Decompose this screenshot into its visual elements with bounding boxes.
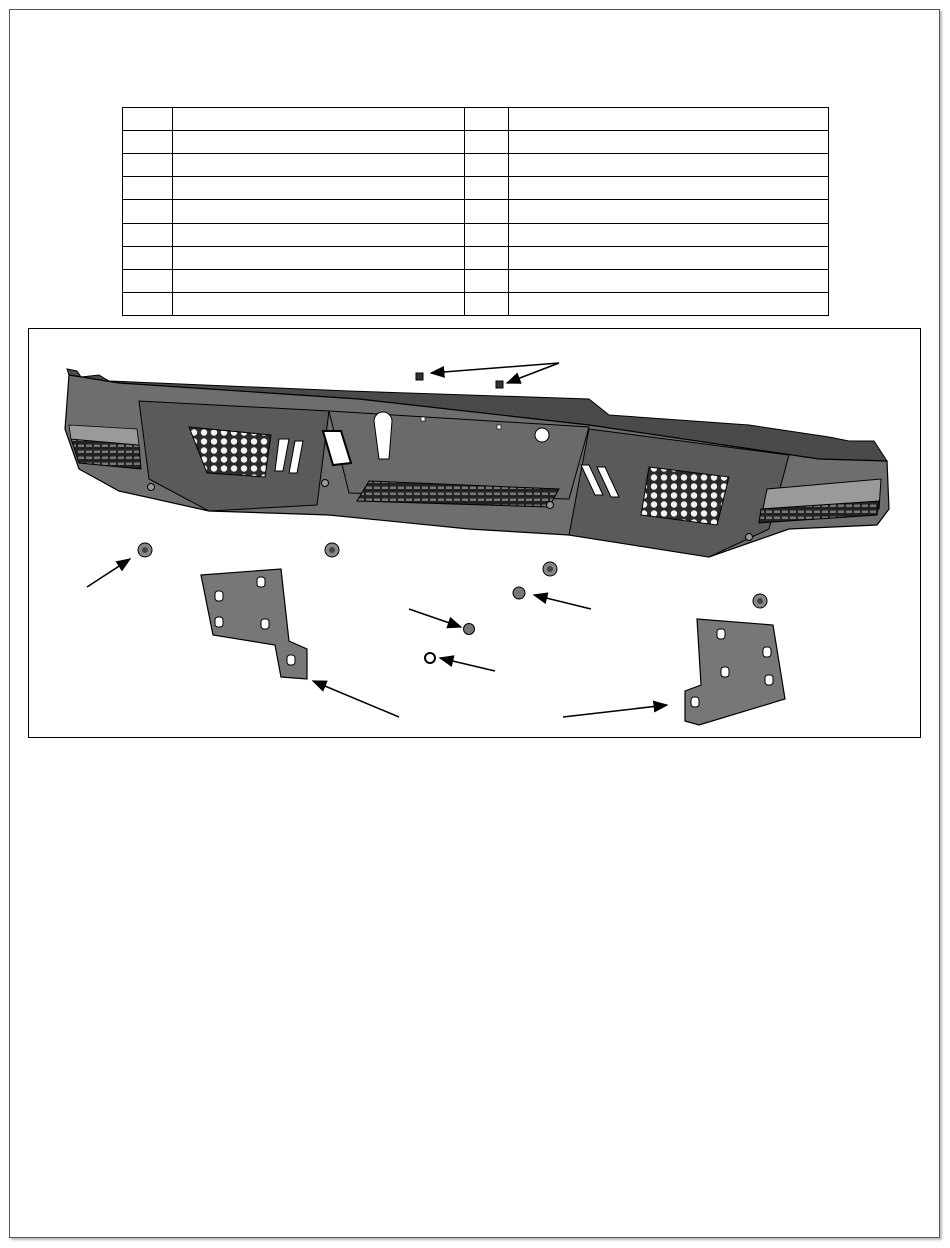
- part-description-cell: [173, 269, 465, 292]
- item-number-cell: [123, 246, 173, 269]
- item-number-cell: [123, 154, 173, 177]
- item-number-cell: [123, 292, 173, 315]
- part-description-cell: [173, 108, 465, 131]
- item-number-cell: [123, 223, 173, 246]
- item-number-cell: [123, 108, 173, 131]
- item-number-cell: [465, 131, 509, 154]
- parts-table-body: [123, 108, 829, 316]
- table-row: [123, 200, 829, 223]
- lock-nut: [464, 624, 475, 635]
- item-number-cell: [465, 223, 509, 246]
- item-number-cell: [465, 108, 509, 131]
- part-description-cell: [509, 223, 829, 246]
- part-description-cell: [509, 177, 829, 200]
- table-row: [123, 154, 829, 177]
- rear-bumper: [65, 369, 889, 557]
- part-description-cell: [509, 108, 829, 131]
- part-description-cell: [173, 292, 465, 315]
- table-row: [123, 108, 829, 131]
- part-description-cell: [509, 200, 829, 223]
- part-description-cell: [509, 292, 829, 315]
- table-row: [123, 223, 829, 246]
- table-row: [123, 131, 829, 154]
- part-description-cell: [173, 131, 465, 154]
- table-row: [123, 269, 829, 292]
- item-number-cell: [465, 246, 509, 269]
- square-nut-1: [416, 373, 423, 380]
- flat-washer: [425, 653, 435, 663]
- item-number-cell: [123, 131, 173, 154]
- item-number-cell: [123, 177, 173, 200]
- item-number-cell: [465, 200, 509, 223]
- item-number-cell: [123, 269, 173, 292]
- table-row: [123, 246, 829, 269]
- left-mounting-bracket: [201, 569, 307, 679]
- parts-table: [122, 107, 829, 316]
- item-number-cell: [465, 292, 509, 315]
- hitch-pin-hole: [535, 428, 549, 442]
- table-row: [123, 292, 829, 315]
- part-description-cell: [173, 154, 465, 177]
- part-description-cell: [173, 177, 465, 200]
- item-number-cell: [465, 177, 509, 200]
- part-description-cell: [173, 223, 465, 246]
- item-number-cell: [123, 200, 173, 223]
- item-number-cell: [465, 154, 509, 177]
- part-description-cell: [509, 131, 829, 154]
- part-description-cell: [509, 269, 829, 292]
- bumper-diagram: [29, 329, 922, 739]
- part-description-cell: [173, 246, 465, 269]
- square-nut-2: [496, 381, 503, 388]
- part-description-cell: [509, 154, 829, 177]
- right-mounting-bracket: [685, 619, 785, 725]
- exploded-view-figure: [28, 328, 921, 738]
- item-number-cell: [465, 269, 509, 292]
- table-row: [123, 177, 829, 200]
- part-description-cell: [509, 246, 829, 269]
- right-mesh-grille: [641, 467, 729, 525]
- part-description-cell: [173, 200, 465, 223]
- hex-bolt: [513, 587, 525, 599]
